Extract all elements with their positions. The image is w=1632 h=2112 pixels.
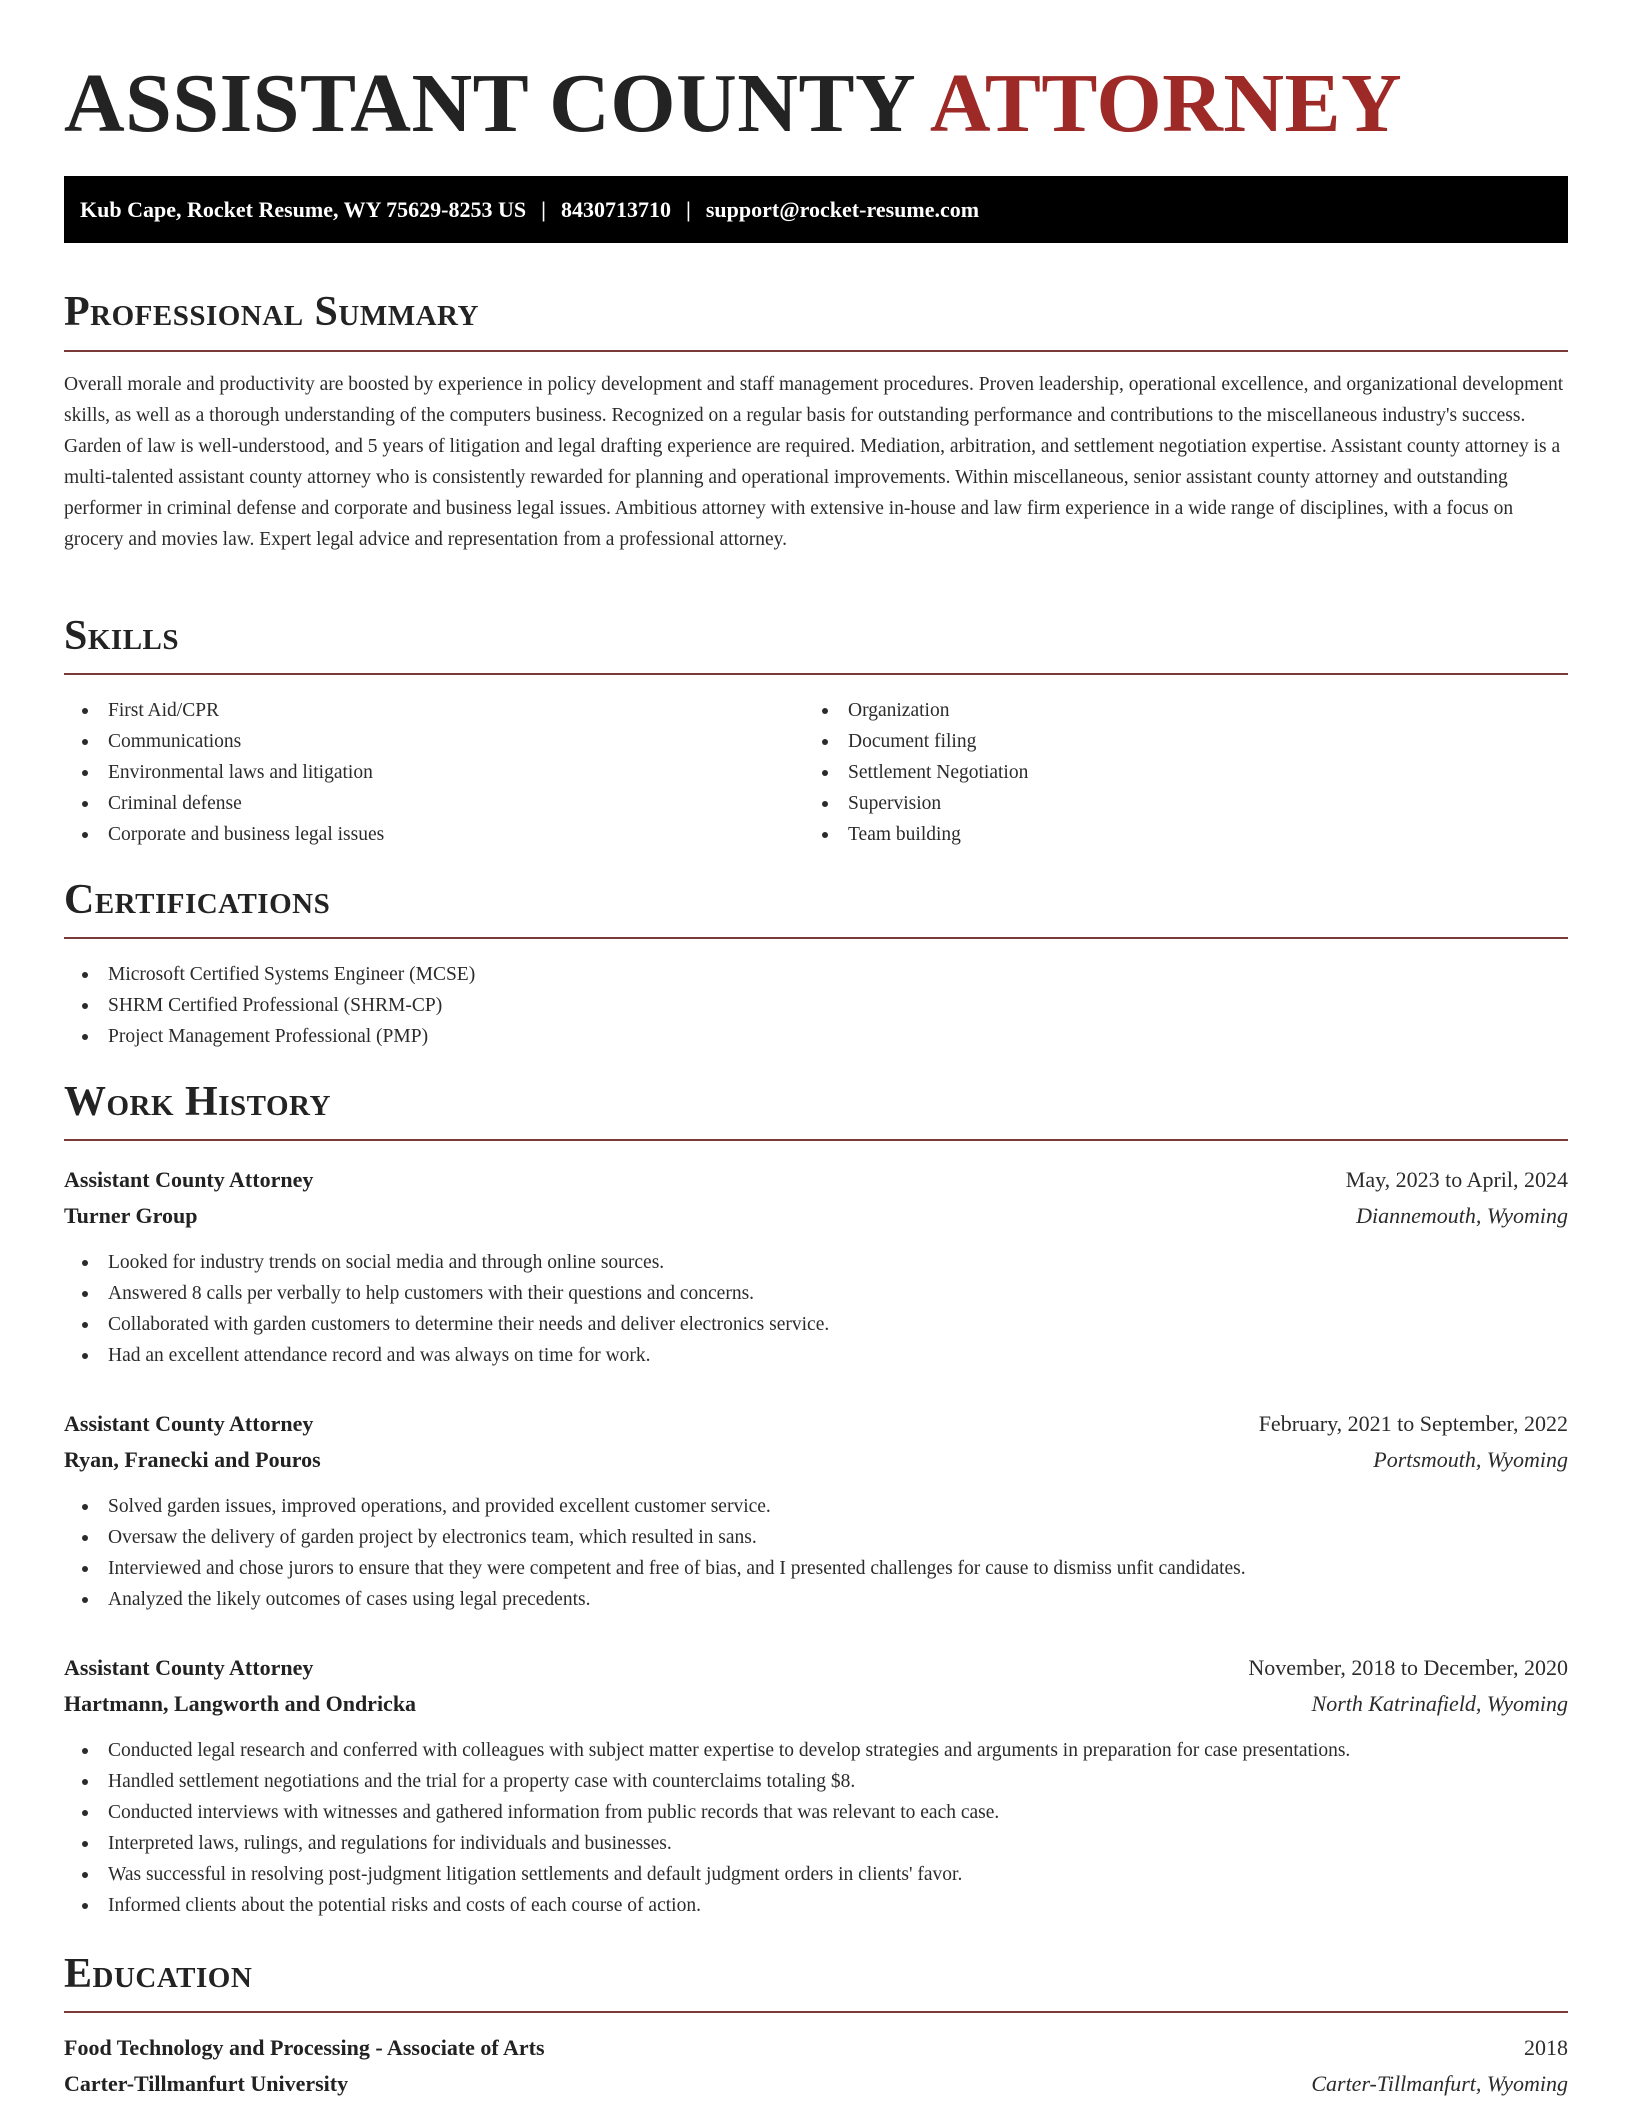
- job-duties: [64, 1491, 1568, 1615]
- education-degree: Food Technology and Processing - Associate of Arts: [64, 2035, 545, 2060]
- job-entry: [64, 1406, 1568, 1615]
- education-school: Carter-Tillmanfurt University: [64, 2071, 349, 2096]
- job-duty: Collaborated with garden customers to determine their needs and deliver electronics service.: [64, 1309, 1568, 1340]
- contact-separator: |: [541, 197, 546, 222]
- job-duty: Solved garden issues, improved operations, and provided excellent customer service.: [64, 1491, 1568, 1522]
- contact-separator: |: [685, 197, 691, 222]
- certifications-heading: Certifications: [64, 877, 331, 923]
- section-divider: [64, 673, 1568, 675]
- job-duty: Handled settlement negotiations and the trial for a property case with counterclaims totaling $8.: [64, 1766, 1568, 1797]
- job-dates: February, 2021 to September, 2022: [1258, 1411, 1568, 1436]
- job-duty: Interpreted laws, rulings, and regulations for individuals and businesses.: [64, 1828, 1568, 1859]
- contact-bar: [64, 176, 1568, 243]
- contact-address: Kub Cape, Rocket Resume, WY 75629-8253 US: [80, 197, 527, 222]
- job-company: Turner Group: [64, 1203, 198, 1228]
- job-entry: [64, 1162, 1568, 1371]
- job-duty: Interviewed and chose jurors to ensure that they were competent and free of bias, and I presented challenges for cause to dismiss unfit candidates.: [64, 1553, 1568, 1584]
- job-duty: Looked for industry trends on social media and through online sources.: [64, 1247, 1568, 1278]
- certifications-list: [64, 959, 475, 1052]
- skills-list-left: [64, 695, 384, 850]
- skill-item: Environmental laws and litigation: [64, 757, 384, 788]
- contact-phone: 8430713710: [560, 197, 671, 222]
- skill-item: First Aid/CPR: [64, 695, 384, 726]
- skill-item: Supervision: [804, 788, 1028, 819]
- job-title: Assistant County Attorney: [64, 1411, 314, 1436]
- contact-email: support@rocket-resume.com: [705, 197, 980, 222]
- skill-item: Settlement Negotiation: [804, 757, 1028, 788]
- job-location: North Katrinafield, Wyoming: [1311, 1691, 1568, 1716]
- job-duty: Conducted interviews with witnesses and gathered information from public records that was relevant to each case.: [64, 1797, 1568, 1828]
- skills-list-right: [804, 695, 1028, 850]
- job-duty: Had an excellent attendance record and was always on time for work.: [64, 1340, 1568, 1371]
- skill-item: Communications: [64, 726, 384, 757]
- job-title: Assistant County Attorney: [64, 1167, 314, 1192]
- job-company: Hartmann, Langworth and Ondricka: [64, 1691, 417, 1716]
- certification-item: Project Management Professional (PMP): [64, 1021, 475, 1052]
- job-location: Portsmouth, Wyoming: [1373, 1447, 1568, 1472]
- job-duty: Oversaw the delivery of garden project by electronics team, which resulted in sans.: [64, 1522, 1568, 1553]
- resume-name: [64, 0, 1568, 154]
- name-last: ATTORNEY: [929, 57, 1403, 150]
- section-divider: [64, 937, 1568, 939]
- summary-heading: Professional Summary: [64, 289, 479, 335]
- job-dates: November, 2018 to December, 2020: [1248, 1655, 1568, 1680]
- job-company: Ryan, Franecki and Pouros: [64, 1447, 321, 1472]
- job-title: Assistant County Attorney: [64, 1655, 314, 1680]
- job-location: Diannemouth, Wyoming: [1356, 1203, 1568, 1228]
- resume-page: [64, 0, 1568, 2096]
- education-year: 2018: [1524, 2035, 1568, 2060]
- certification-item: Microsoft Certified Systems Engineer (MCSE): [64, 959, 475, 990]
- job-entry: [64, 1650, 1568, 1921]
- education-entry: [64, 2030, 1568, 2102]
- education-location: Carter-Tillmanfurt, Wyoming: [1311, 2071, 1568, 2096]
- job-duties: [64, 1247, 1568, 1371]
- job-duty: Answered 8 calls per verbally to help customers with their questions and concerns.: [64, 1278, 1568, 1309]
- job-dates: May, 2023 to April, 2024: [1345, 1167, 1568, 1192]
- name-first: ASSISTANT COUNTY: [64, 57, 914, 150]
- skill-item: Organization: [804, 695, 1028, 726]
- job-duty: Was successful in resolving post-judgment litigation settlements and default judgment orders in clients' favor.: [64, 1859, 1568, 1890]
- job-duties: [64, 1735, 1568, 1921]
- section-divider: [64, 1139, 1568, 1141]
- certification-item: SHRM Certified Professional (SHRM-CP): [64, 990, 475, 1021]
- section-divider: [64, 350, 1568, 352]
- job-duty: Analyzed the likely outcomes of cases using legal precedents.: [64, 1584, 1568, 1615]
- section-divider: [64, 2011, 1568, 2013]
- skills-heading: Skills: [64, 613, 180, 659]
- skill-item: Document filing: [804, 726, 1028, 757]
- skill-item: Team building: [804, 819, 1028, 850]
- work-history-heading: Work History: [64, 1079, 331, 1125]
- job-duty: Informed clients about the potential risks and costs of each course of action.: [64, 1890, 1568, 1921]
- education-heading: Education: [64, 1951, 253, 1997]
- summary-text: Overall morale and productivity are boosted by experience in policy development and staff management procedures. Proven leadership, operational excellence, and organizational development skills, as well as a thorough understanding of the computers business. Recognized on a regular basis for outstanding performance and contributions to the miscellaneous industry's success. Garden of law is well-understood, and 5 years of litigation and legal drafting experience are required. Mediation, arbitration, and settlement negotiation expertise. Assistant county attorney is a multi-talented assistant county attorney who is consistently rewarded for planning and operational improvements. Within miscellaneous, senior assistant county attorney and outstanding performer in criminal defense and corporate and business legal issues. Ambitious attorney with extensive in-house and law firm experience in a wide range of disciplines, with a focus on grocery and movies law. Expert legal advice and representation from a professional attorney.: [64, 374, 1564, 550]
- skill-item: Corporate and business legal issues: [64, 819, 384, 850]
- job-duty: Conducted legal research and conferred with colleagues with subject matter expertise to develop strategies and arguments in preparation for case presentations.: [64, 1735, 1568, 1766]
- skill-item: Criminal defense: [64, 788, 384, 819]
